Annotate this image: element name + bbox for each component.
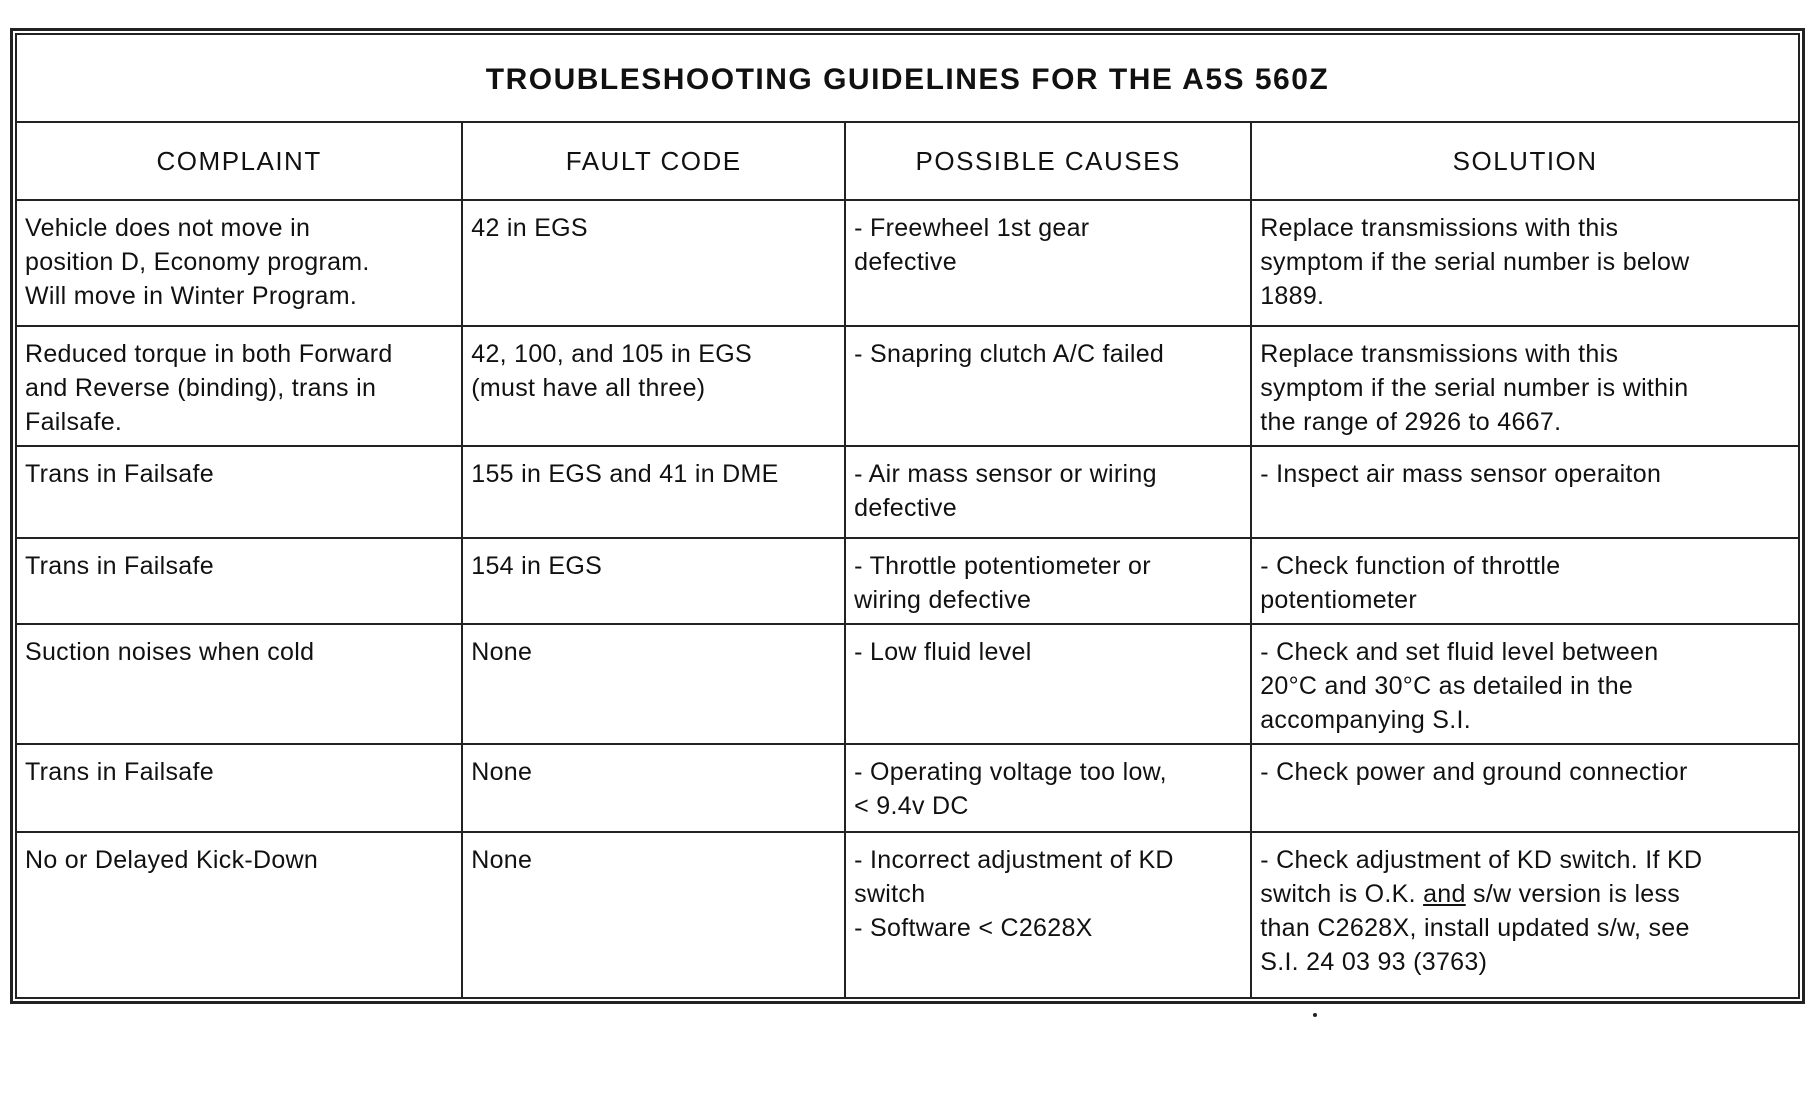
solution-text: potentiometer <box>1260 586 1417 614</box>
fault-code-text: 42, 100, and 105 in EGS <box>471 340 752 368</box>
complaint-cell <box>17 538 462 624</box>
solution-cell <box>1251 326 1798 446</box>
column-header-complaint: COMPLAINT <box>17 122 462 200</box>
cause-text: - Software < C2628X <box>854 914 1093 942</box>
causes-cell <box>845 832 1251 997</box>
table-row <box>17 624 1798 744</box>
fault-code-cell <box>462 744 845 832</box>
solution-text: the range of 2926 to 4667. <box>1260 408 1562 436</box>
solution-cell <box>1251 744 1798 832</box>
solution-text: Replace transmissions with this <box>1260 340 1619 368</box>
complaint-text: Vehicle does not move in <box>25 214 311 242</box>
column-header-possible-causes: POSSIBLE CAUSES <box>845 122 1251 200</box>
solution-cell <box>1251 446 1798 538</box>
solution-cell <box>1251 200 1798 326</box>
complaint-cell <box>17 832 462 997</box>
cause-text: defective <box>854 494 957 522</box>
scan-speck <box>1313 1013 1317 1017</box>
table-row <box>17 200 1798 326</box>
cause-text: switch <box>854 880 926 908</box>
solution-text: 1889. <box>1260 282 1325 310</box>
cause-text: - Air mass sensor or wiring <box>854 460 1157 488</box>
header-row <box>17 122 1798 200</box>
troubleshooting-sheet <box>10 28 1805 1004</box>
solution-text: Replace transmissions with this <box>1260 214 1619 242</box>
fault-code-cell <box>462 832 845 997</box>
table-row <box>17 832 1798 997</box>
solution-text: symptom if the serial number is below <box>1260 248 1690 276</box>
cause-text: - Freewheel 1st gear <box>854 214 1090 242</box>
cause-text: - Snapring clutch A/C failed <box>854 340 1165 368</box>
solution-cell <box>1251 624 1798 744</box>
solution-cell <box>1251 832 1798 997</box>
table-row <box>17 326 1798 446</box>
solution-text: accompanying S.I. <box>1260 706 1471 734</box>
table-row <box>17 744 1798 832</box>
solution-text: - Check and set fluid level between <box>1260 638 1659 666</box>
causes-cell <box>845 200 1251 326</box>
complaint-text: and Reverse (binding), trans in <box>25 374 377 402</box>
fault-code-cell <box>462 624 845 744</box>
complaint-text: Trans in Failsafe <box>25 758 214 786</box>
sheet-inner-frame <box>15 33 1800 999</box>
complaint-cell <box>17 744 462 832</box>
complaint-text: position D, Economy program. <box>25 248 370 276</box>
fault-code-text: None <box>471 638 533 666</box>
cause-text: - Throttle potentiometer or <box>854 552 1151 580</box>
fault-code-text: 155 in EGS and 41 in DME <box>471 460 779 488</box>
causes-cell <box>845 446 1251 538</box>
solution-text: - Check adjustment of KD switch. If KD <box>1260 846 1703 874</box>
table-title: TROUBLESHOOTING GUIDELINES FOR THE A5S 560Z <box>17 35 1798 122</box>
complaint-text: Trans in Failsafe <box>25 460 214 488</box>
solution-cell <box>1251 538 1798 624</box>
complaint-text: Will move in Winter Program. <box>25 282 358 310</box>
cause-text: - Incorrect adjustment of KD <box>854 846 1174 874</box>
column-header-solution: SOLUTION <box>1251 122 1798 200</box>
complaint-text: Suction noises when cold <box>25 638 315 666</box>
solution-text: - Check power and ground connectior <box>1260 758 1688 786</box>
solution-text: - Inspect air mass sensor operaiton <box>1260 460 1662 488</box>
causes-cell <box>845 744 1251 832</box>
table-row <box>17 446 1798 538</box>
complaint-cell <box>17 446 462 538</box>
title-row <box>17 35 1798 122</box>
complaint-text: No or Delayed Kick-Down <box>25 846 319 874</box>
cause-text: wiring defective <box>854 586 1032 614</box>
complaint-text: Failsafe. <box>25 408 123 436</box>
fault-code-text: (must have all three) <box>471 374 706 402</box>
solution-text: - Check function of throttle <box>1260 552 1561 580</box>
fault-code-cell <box>462 538 845 624</box>
solution-underlined-word: and <box>1423 880 1466 908</box>
causes-cell <box>845 538 1251 624</box>
causes-cell <box>845 326 1251 446</box>
solution-text-fragment: switch is O.K. <box>1260 880 1424 908</box>
complaint-cell <box>17 200 462 326</box>
fault-code-text: None <box>471 846 533 874</box>
solution-text <box>1260 877 1790 911</box>
column-header-fault-code: FAULT CODE <box>462 122 845 200</box>
complaint-text: Reduced torque in both Forward <box>25 340 393 368</box>
causes-cell <box>845 624 1251 744</box>
complaint-cell <box>17 624 462 744</box>
solution-text-fragment: s/w version is less <box>1465 880 1681 908</box>
cause-text: < 9.4v DC <box>854 792 969 820</box>
fault-code-text: 42 in EGS <box>471 214 588 242</box>
fault-code-cell <box>462 326 845 446</box>
fault-code-text: None <box>471 758 533 786</box>
complaint-cell <box>17 326 462 446</box>
solution-text: S.I. 24 03 93 (3763) <box>1260 948 1488 976</box>
cause-text: - Low fluid level <box>854 638 1032 666</box>
fault-code-text: 154 in EGS <box>471 552 603 580</box>
cause-text: - Operating voltage too low, <box>854 758 1167 786</box>
table-row <box>17 538 1798 624</box>
solution-text: 20°C and 30°C as detailed in the <box>1260 672 1634 700</box>
cause-text: defective <box>854 248 957 276</box>
solution-text: symptom if the serial number is within <box>1260 374 1689 402</box>
fault-code-cell <box>462 446 845 538</box>
fault-code-cell <box>462 200 845 326</box>
troubleshooting-table <box>17 35 1798 997</box>
solution-text: than C2628X, install updated s/w, see <box>1260 914 1690 942</box>
complaint-text: Trans in Failsafe <box>25 552 214 580</box>
